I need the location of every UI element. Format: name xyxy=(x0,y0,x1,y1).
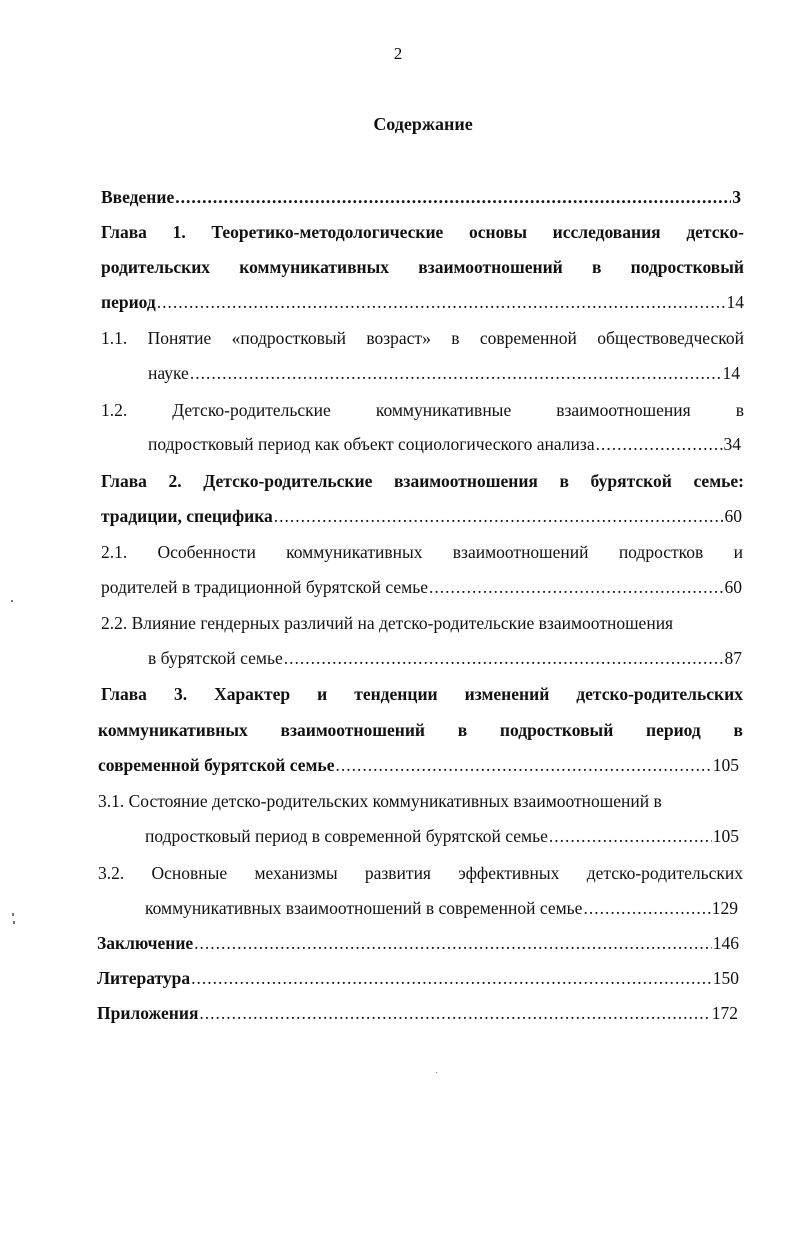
toc-page-number: 3 xyxy=(732,187,741,207)
word: тенденции xyxy=(354,684,438,704)
toc-page-number: 14 xyxy=(722,363,740,383)
toc-section-3-2-line-1[interactable] xyxy=(98,856,743,891)
word: основы xyxy=(468,222,528,242)
toc-entry-label: коммуникативных взаимоотношений в современной семье xyxy=(145,898,583,918)
toc-section-3-2-line-2[interactable] xyxy=(145,891,738,926)
word: и xyxy=(317,684,328,704)
toc-section-2-2-line-1[interactable] xyxy=(101,606,743,641)
word: современной xyxy=(479,328,577,348)
dot-leader xyxy=(175,180,731,215)
dot-leader xyxy=(157,285,726,320)
toc-entry-label: Введение xyxy=(101,187,175,207)
toc-section-1-1-line-2[interactable] xyxy=(148,356,740,391)
word: Особенности xyxy=(157,542,256,562)
word: детско-родительских xyxy=(576,684,743,704)
word: семье: xyxy=(693,471,744,491)
word: взаимоотношения xyxy=(556,400,691,420)
word: возраст» xyxy=(366,328,431,348)
toc-entry-label: подростковый период как объект социологического анализа xyxy=(148,434,595,454)
word: детско-родительских xyxy=(586,863,743,883)
dot-leader xyxy=(284,641,724,676)
toc-page-number: 172 xyxy=(711,1003,738,1023)
word: Характер xyxy=(214,684,291,704)
word: в xyxy=(559,471,569,491)
toc-section-3-1-line-2[interactable] xyxy=(145,819,739,854)
toc-page-number: 150 xyxy=(712,968,739,988)
toc-section-3-1-line-1[interactable] xyxy=(98,784,743,819)
word: 2.1. xyxy=(101,542,128,562)
scan-speck xyxy=(12,913,14,916)
toc-chapter-1-line-3[interactable] xyxy=(101,285,744,320)
word: в xyxy=(451,328,460,348)
word: исследования xyxy=(552,222,661,242)
toc-entry-intro[interactable] xyxy=(101,180,741,215)
word: взаимоотношений xyxy=(280,720,425,740)
word: 3. xyxy=(173,684,188,704)
dot-leader xyxy=(191,961,712,996)
toc-entry-label: 2.2. Влияние гендерных различий на детско-родительские взаимоотношения xyxy=(101,613,674,633)
dot-leader xyxy=(583,891,710,926)
word: коммуникативные xyxy=(375,400,512,420)
toc-section-1-1-line-1[interactable] xyxy=(101,321,744,356)
toc-chapter-1-line-2[interactable] xyxy=(101,250,744,285)
toc-page-number: 105 xyxy=(712,755,739,775)
dot-leader xyxy=(596,427,723,462)
toc-chapter-2-line-1[interactable] xyxy=(101,464,744,499)
toc-page-number: 146 xyxy=(712,933,739,953)
toc-entry-label: науке xyxy=(148,363,189,383)
word: «подростковый xyxy=(231,328,346,348)
word: Глава xyxy=(101,684,147,704)
word: в xyxy=(591,257,602,277)
toc-section-2-1-line-2[interactable] xyxy=(101,570,742,605)
word: родительских xyxy=(101,257,211,277)
word: детско- xyxy=(686,222,744,242)
word: подростковый xyxy=(499,720,614,740)
word: 2. xyxy=(168,471,182,491)
word: обществоведческой xyxy=(597,328,744,348)
word: подростковый xyxy=(630,257,744,277)
toc-entry-label: период xyxy=(101,292,156,312)
toc-chapter-2-line-2[interactable] xyxy=(101,499,742,534)
toc-chapter-1-line-1[interactable] xyxy=(101,215,744,250)
word: коммуникативных xyxy=(239,257,390,277)
word: Теоретико-методологические xyxy=(211,222,444,242)
toc-entry-appendices[interactable] xyxy=(97,996,738,1031)
word: Глава xyxy=(101,471,147,491)
word: Понятие xyxy=(147,328,212,348)
toc-entry-literature[interactable] xyxy=(97,961,739,996)
toc-section-1-2-line-2[interactable] xyxy=(148,427,741,462)
toc-entry-label: Заключение xyxy=(97,933,194,953)
word: 1. xyxy=(172,222,186,242)
dot-leader xyxy=(549,819,712,854)
toc-entry-label: Литература xyxy=(97,968,191,988)
section-number: 1.2. xyxy=(101,400,128,420)
toc-entry-conclusion[interactable] xyxy=(97,926,739,961)
toc-entry-label: подростковый период в современной бурятской семье xyxy=(145,826,548,846)
toc-page-number: 14 xyxy=(726,292,744,312)
toc-page-number: 60 xyxy=(724,506,742,526)
toc-page-number: 129 xyxy=(711,898,738,918)
word: в xyxy=(457,720,468,740)
toc-entry-label: в бурятской семье xyxy=(148,648,283,668)
word: период xyxy=(646,720,701,740)
word: в xyxy=(733,720,743,740)
word: Глава xyxy=(101,222,147,242)
word: подростков xyxy=(618,542,704,562)
word: в xyxy=(735,400,744,420)
toc-entry-label: 3.1. Состояние детско-родительских коммуникативных взаимоотношений в xyxy=(98,791,662,811)
word: Детско-родительские xyxy=(172,400,331,420)
word: изменений xyxy=(464,684,550,704)
word: Детско-родительские xyxy=(203,471,373,491)
dot-leader xyxy=(190,356,722,391)
word: механизмы xyxy=(254,863,338,883)
dot-leader xyxy=(335,748,711,783)
toc-page-number: 60 xyxy=(724,577,742,597)
dot-leader xyxy=(429,570,724,605)
word: взаимоотношения xyxy=(393,471,538,491)
dot-leader xyxy=(194,926,712,961)
toc-page-number: 105 xyxy=(712,826,739,846)
toc-page-number: 34 xyxy=(723,434,741,454)
page-number: 2 xyxy=(393,44,403,63)
word: взаимоотношений xyxy=(452,542,589,562)
scan-speck xyxy=(13,921,15,924)
toc-entry-label: родителей в традиционной бурятской семье xyxy=(101,577,428,597)
scan-speck xyxy=(436,1072,437,1073)
word: бурятской xyxy=(590,471,672,491)
toc-chapter-3-line-3[interactable] xyxy=(98,748,739,783)
section-number: 1.1. xyxy=(101,328,128,348)
toc-section-1-2-line-1[interactable] xyxy=(101,393,744,428)
toc-section-2-1-line-1[interactable] xyxy=(101,535,743,570)
word: 3.2. xyxy=(98,863,125,883)
word: коммуникативных xyxy=(286,542,423,562)
toc-title: Содержание xyxy=(373,114,473,134)
toc-chapter-3-line-1[interactable] xyxy=(101,677,743,712)
word: коммуникативных xyxy=(98,720,248,740)
toc-page-number: 87 xyxy=(724,648,742,668)
word: Основные xyxy=(151,863,228,883)
scan-speck xyxy=(11,600,13,602)
toc-entry-label: современной бурятской семье xyxy=(98,755,335,775)
toc-section-2-2-line-2[interactable] xyxy=(148,641,742,676)
dot-leader xyxy=(274,499,724,534)
toc-entry-label: Приложения xyxy=(97,1003,199,1023)
word: развития xyxy=(364,863,431,883)
toc-chapter-3-line-2[interactable] xyxy=(98,713,743,748)
dot-leader xyxy=(199,996,710,1031)
toc-entry-label: традиции, специфика xyxy=(101,506,273,526)
word: взаимоотношений xyxy=(418,257,563,277)
word: эффективных xyxy=(458,863,560,883)
word: и xyxy=(733,542,743,562)
